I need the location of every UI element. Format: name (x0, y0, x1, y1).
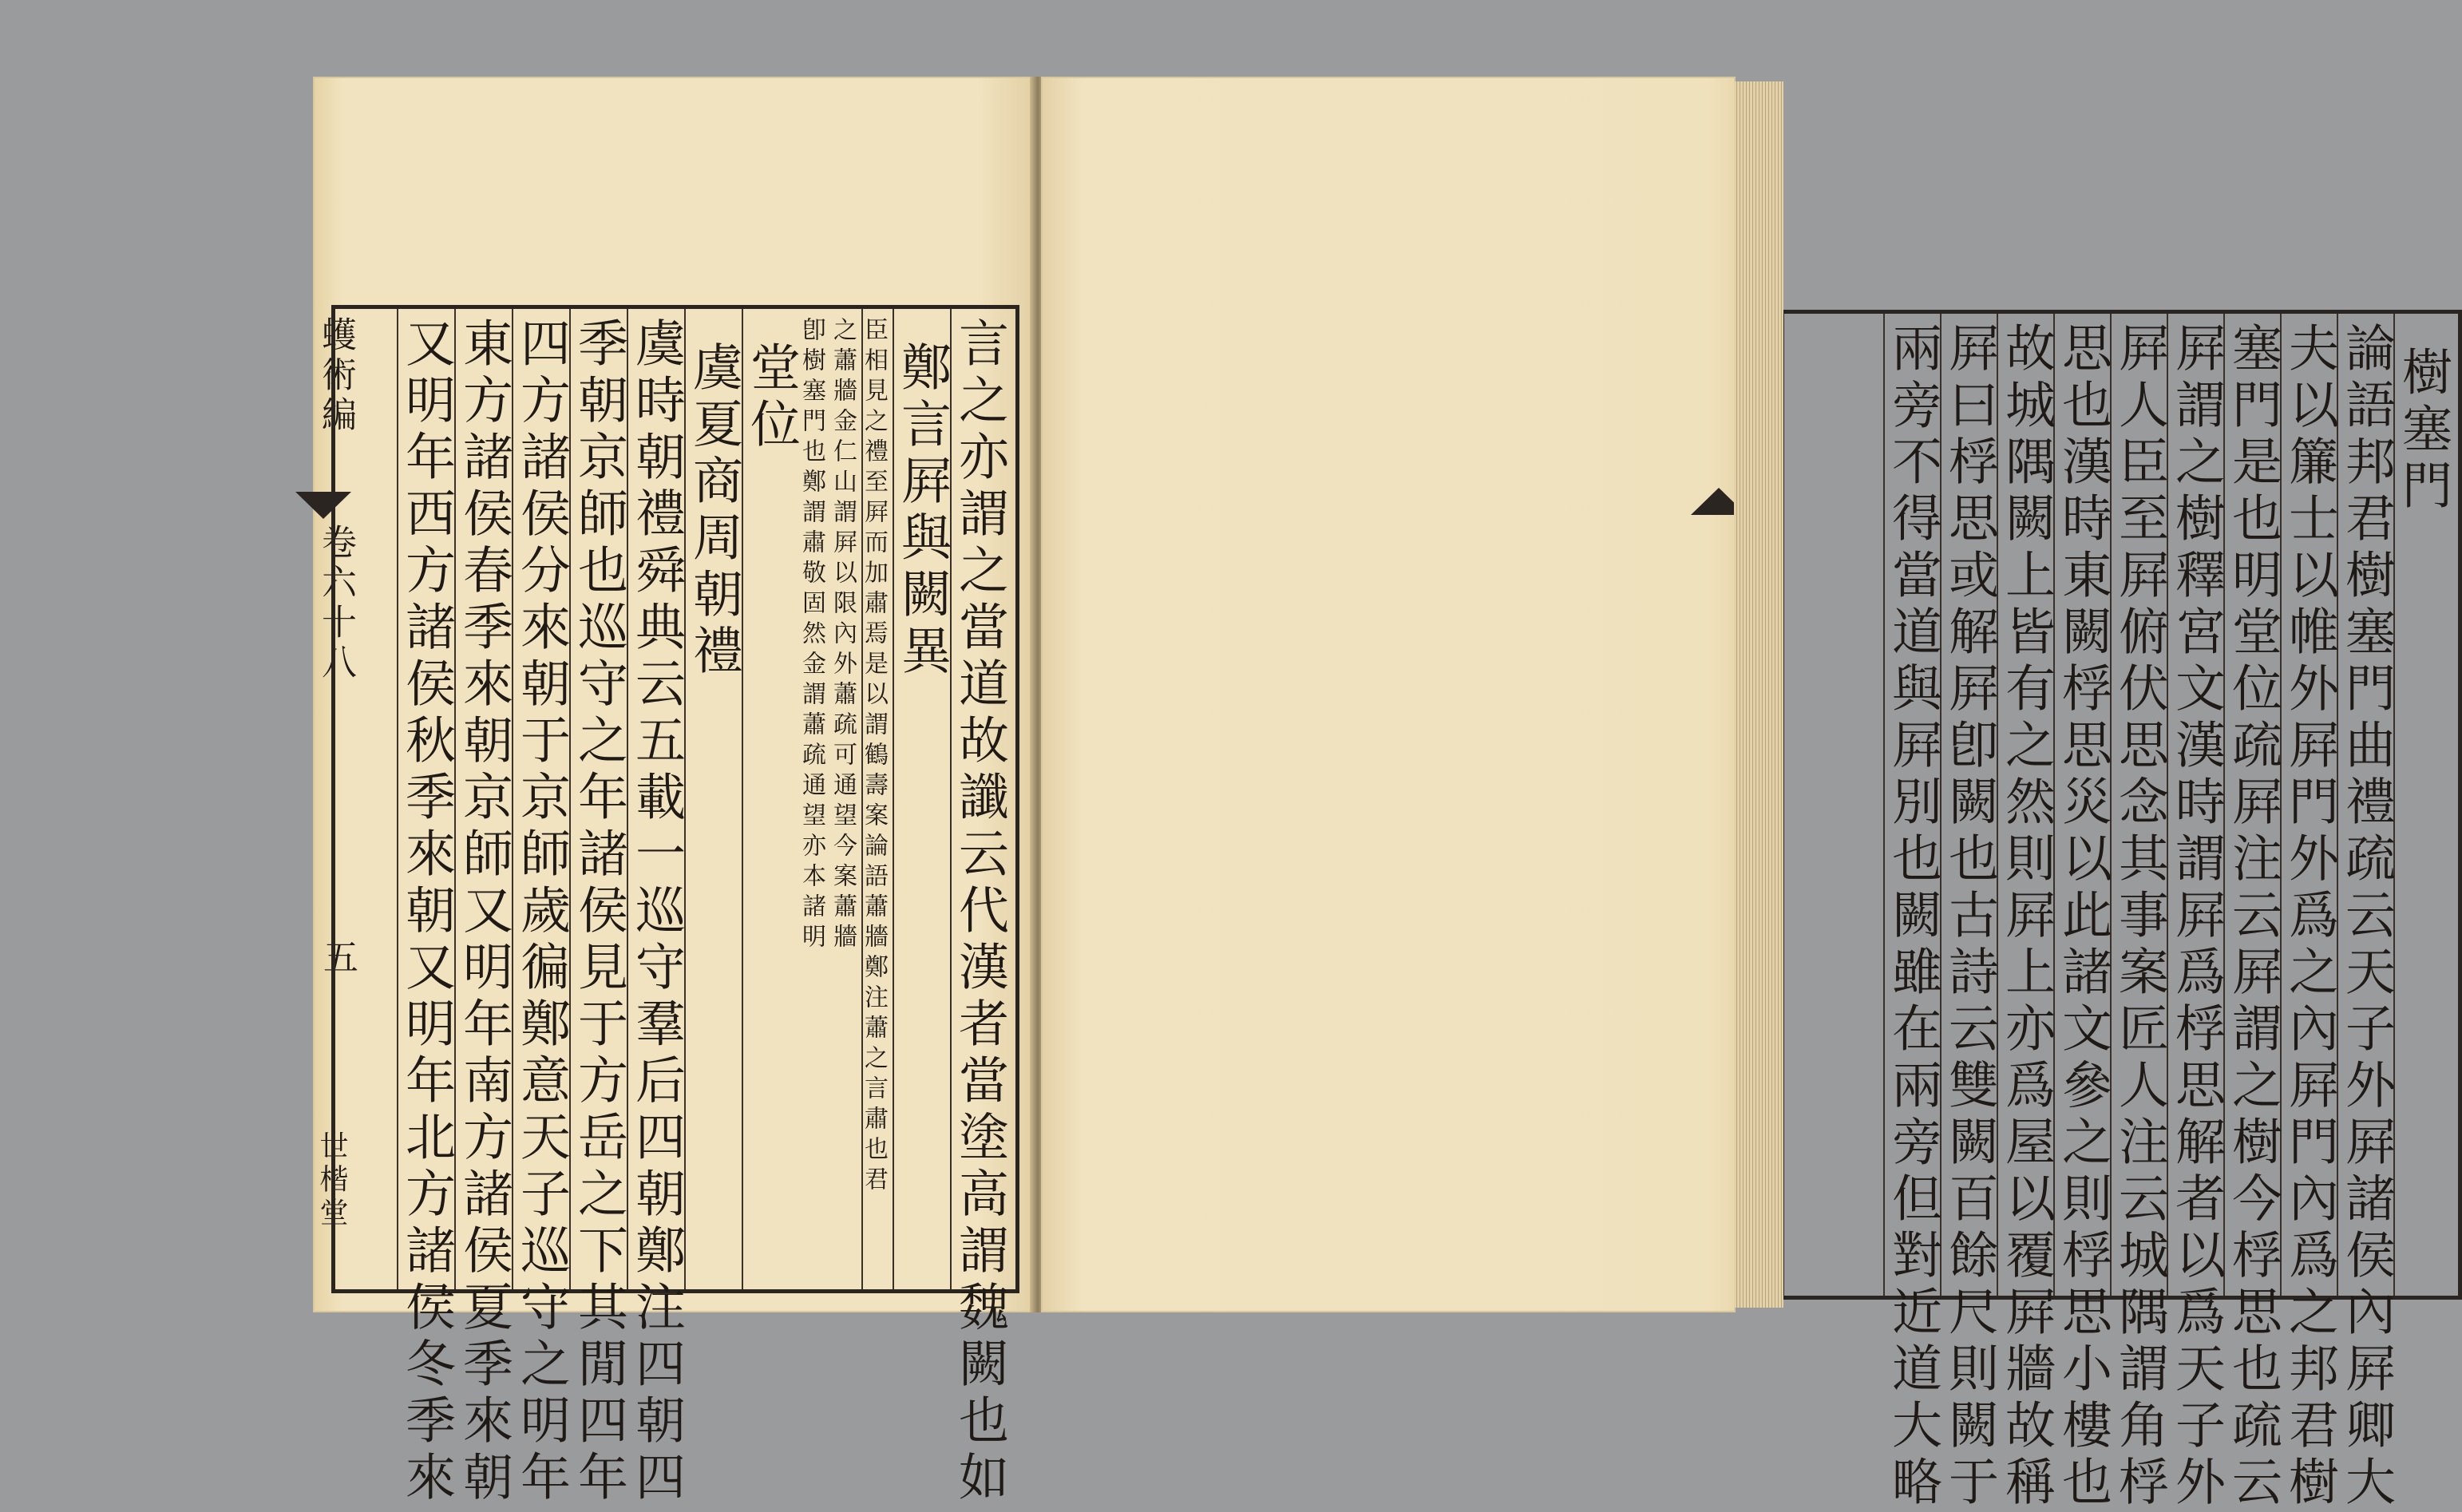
left-text-column: 虞夏商周朝禮 (685, 341, 743, 681)
left-margin-volume: 卷六十八 (315, 524, 356, 683)
right-text-column: 思也漢時東闕桴思災以此諸文參之則桴思小樓也 (2054, 322, 2112, 1512)
left-studio-name: 世楷堂 (315, 1130, 348, 1231)
left-margin-title: 蠖術編 (315, 316, 356, 436)
left-text-column: 臣相見之禮至屛而加肅焉是以謂鶴壽案論語蕭牆鄭注蕭之言肅也君 (860, 317, 888, 1197)
left-text-column: 東方諸侯春季來朝京師又明年南方諸侯夏季來朝 (455, 317, 513, 1507)
left-text-column: 言之亦謂之當道故讖云代漢者當塗高謂魏闕也如 (951, 317, 1009, 1507)
right-text-column: 論語邦君樹塞門曲禮疏云天子外屛諸侯內屛卿大 (2337, 322, 2396, 1512)
page-edges (1734, 81, 1783, 1308)
right-text-column: 屛謂之樹釋宮文漢時謂屛爲桴思解者以爲天子外 (2167, 322, 2226, 1512)
left-text-column: 鄭言屛與闕異 (893, 341, 952, 681)
right-text-column: 夫以簾士以帷外屛門外爲之內屛門內爲之邦君樹 (2281, 322, 2339, 1512)
right-page (1041, 77, 2452, 1512)
left-text-frame (331, 305, 1019, 1507)
left-text-column: 虞時朝禮舜典云五載一巡守羣后四朝鄭注四朝四 (627, 317, 686, 1507)
right-text-column: 故城隅闕上皆有之然則屛上亦爲屋以覆屛牆故稱 (1997, 322, 2056, 1512)
left-text-column: 季朝京師也巡守之年諸侯見于方岳之下其閒四年 (570, 317, 628, 1507)
right-text-frame (1780, 310, 2462, 1512)
right-text-column: 屛曰桴思或解屛卽闕也古詩云雙闕百餘尺則闕于 (1941, 322, 1999, 1512)
left-page (313, 77, 1035, 1507)
left-text-column: 卽樹塞門也鄭謂肅敬固然金謂蕭疏通望亦本諸明 (798, 317, 825, 954)
left-text-column: 之蕭牆金仁山謂屛以限內外蕭疏可通望今案蕭牆 (829, 317, 857, 954)
left-text-column: 四方諸侯分來朝于京師歲徧鄭意天子巡守之明年 (513, 317, 571, 1507)
left-text-column: 又明年西方諸侯秋季來朝又明年北方諸侯冬季來 (398, 317, 456, 1507)
right-text-column: 屛人臣至屛俯伏思念其事案匠人注云城隅謂角桴 (2111, 322, 2169, 1512)
left-page-number: 五 (317, 939, 358, 979)
left-text-column: 堂位 (742, 341, 801, 454)
open-book (313, 77, 2452, 1512)
right-text-column: 樹塞門 (2394, 346, 2452, 516)
right-text-column: 塞門是也明堂位疏屛注云屛謂之樹今桴思也疏云 (2224, 322, 2282, 1512)
right-text-column: 兩旁不得當道與屛別也闕雖在兩旁但對近道大略 (1884, 322, 1942, 1512)
